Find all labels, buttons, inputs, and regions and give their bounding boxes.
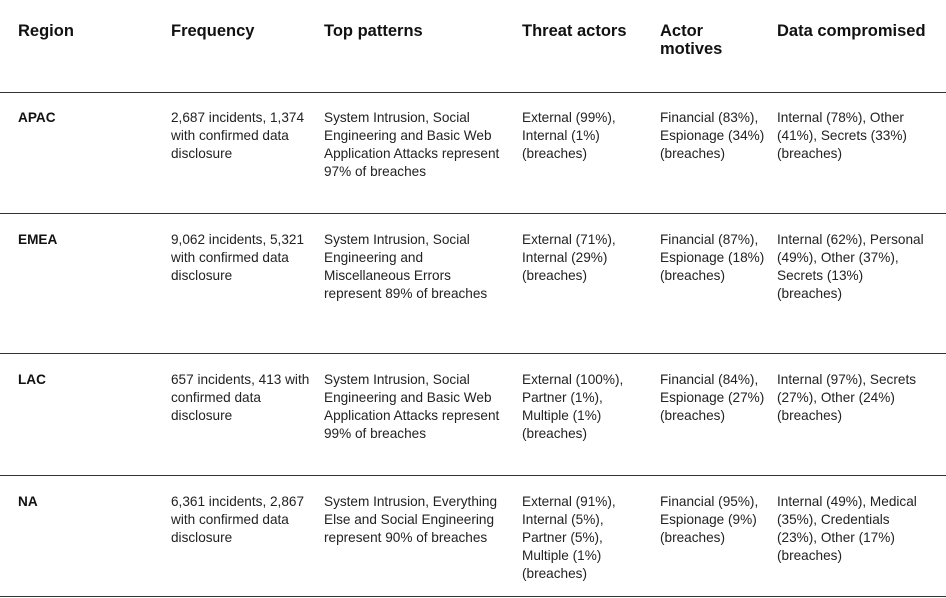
top-patterns-cell: System Intrusion, Social Engineering and Basic Web Application Attacks represent 97% of breaches <box>324 110 500 179</box>
data-compromised-cell: Internal (62%), Personal (49%), Other (37%), Secrets (13%) (breaches) <box>777 232 924 301</box>
table-header <box>0 22 946 72</box>
region-cell: EMEA <box>18 232 58 247</box>
frequency-cell: 2,687 incidents, 1,374 with confirmed data disclosure <box>171 110 305 161</box>
header-data-compromised: Data compromised <box>777 22 926 40</box>
actor-motives-cell: Financial (83%), Espionage (34%) (breaches) <box>660 110 765 161</box>
threat-actors-cell: External (100%), Partner (1%), Multiple (1%) (breaches) <box>522 372 624 441</box>
threat-actors-cell: External (71%), Internal (29%) (breaches) <box>522 232 616 283</box>
header-actor-motives: Actor motives <box>660 22 723 58</box>
threat-actors-cell: External (99%), Internal (1%) (breaches) <box>522 110 616 161</box>
actor-motives-cell: Financial (84%), Espionage (27%) (breaches) <box>660 372 765 423</box>
frequency-cell: 6,361 incidents, 2,867 with confirmed data disclosure <box>171 494 305 545</box>
row-divider <box>0 596 946 597</box>
region-cell: NA <box>18 494 38 509</box>
top-patterns-cell: System Intrusion, Social Engineering and Miscellaneous Errors represent 89% of breaches <box>324 232 488 301</box>
threat-actors-cell: External (91%), Internal (5%), Partner (5%), Multiple (1%) (breaches) <box>522 494 616 581</box>
header-top-patterns: Top patterns <box>324 22 423 40</box>
row-divider <box>0 353 946 354</box>
region-cell: LAC <box>18 372 46 387</box>
row-divider <box>0 213 946 214</box>
header-threat-actors: Threat actors <box>522 22 627 40</box>
row-divider <box>0 475 946 476</box>
frequency-cell: 657 incidents, 413 with confirmed data disclosure <box>171 372 310 423</box>
region-cell: APAC <box>18 110 56 125</box>
data-compromised-cell: Internal (97%), Secrets (27%), Other (24%) (breaches) <box>777 372 917 423</box>
data-compromised-cell: Internal (49%), Medical (35%), Credentials (23%), Other (17%) (breaches) <box>777 494 917 563</box>
header-divider <box>0 92 946 93</box>
header-frequency: Frequency <box>171 22 255 40</box>
actor-motives-cell: Financial (87%), Espionage (18%) (breaches) <box>660 232 765 283</box>
frequency-cell: 9,062 incidents, 5,321 with confirmed data disclosure <box>171 232 305 283</box>
top-patterns-cell: System Intrusion, Social Engineering and Basic Web Application Attacks represent 99% of breaches <box>324 372 500 441</box>
header-region: Region <box>18 22 74 40</box>
top-patterns-cell: System Intrusion, Everything Else and Social Engineering represent 90% of breaches <box>324 494 498 545</box>
actor-motives-cell: Financial (95%), Espionage (9%) (breaches) <box>660 494 759 545</box>
data-compromised-cell: Internal (78%), Other (41%), Secrets (33%) (breaches) <box>777 110 907 161</box>
